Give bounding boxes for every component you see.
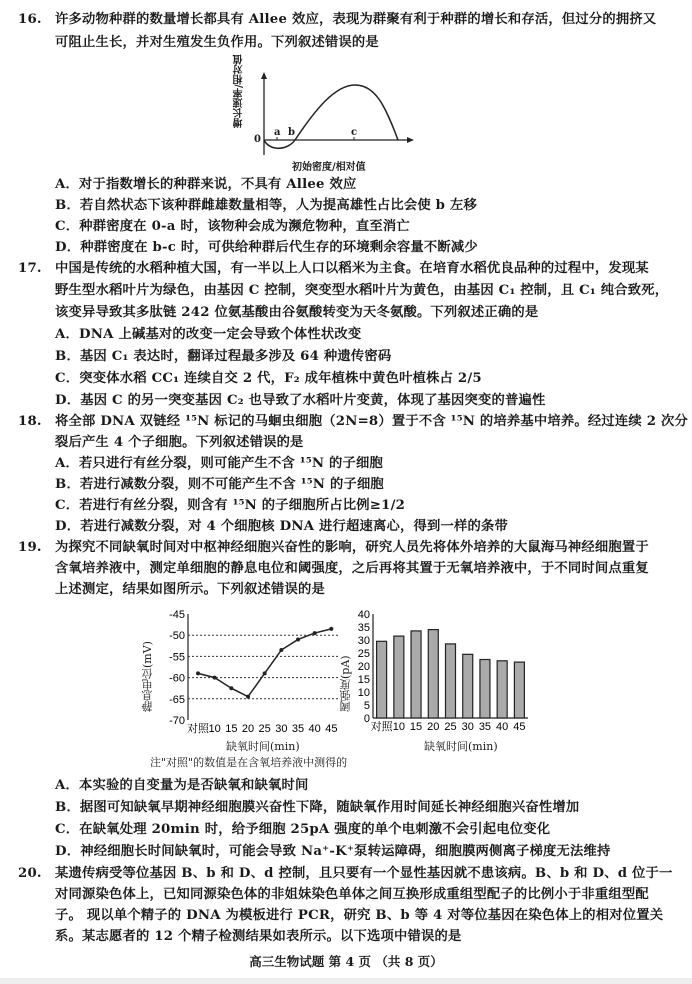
option-d: D．若进行减数分裂，对 4 个细胞核 DNA 进行超速离心，得到一样的条带 [55,519,509,534]
y-tick-label: 10 [357,687,370,699]
x-tick-label: 35 [291,723,305,735]
y-tick-label: -50 [169,630,185,643]
option-d: D．神经细胞长时间缺氧时，可能会导致 Na⁺-K⁺泵转运障碍，细胞膜两侧离子梯度无法维持 [55,844,611,859]
bar [463,654,473,718]
data-point [246,695,250,699]
question-number: 20. [18,866,42,881]
option-c: C．突变体水稻 CC₁ 连续自交 2 代，F₂ 成年植株中黄色叶植株占 2/5 [55,371,482,386]
y-tick-label: 0 [363,713,370,725]
question-stem-line: 野生型水稻叶片为绿色，由基因 C 控制，突变型水稻叶片为黄色，由基因 C₁ 控制，且 C₁ 纯合致死， [55,283,669,298]
question-stem-line: 对同源染色体上，已知同源染色体的非姐妹染色单体之间互换形成重组型配子的比例小于非重组型配 [55,887,649,902]
x-tick-label: 10 [208,723,221,735]
question-stem-line: 中国是传统的水稻种植大国，有一半以上人口以稻米为主食。在培育水稻优良品种的过程中，发现某 [55,261,649,276]
bar [428,630,438,718]
question-stem-line: 裂后产生 4 个子细胞。下列叙述错误的是 [55,435,304,450]
point-b-label: b [288,127,295,138]
question-number: 19. [18,540,42,555]
bar [514,662,524,718]
x-tick-label: 25 [444,721,457,733]
right-chart-y-label: 阈强度(pA) [339,655,352,712]
x-tick-label: 45 [513,721,526,733]
x-axis-label: 初始密度/相对值 [292,162,366,173]
option-c: C．种群密度在 0-a 时，该物种会成为濒危物种，直至消亡 [55,219,410,234]
growth-rate-curve [264,85,398,148]
data-point [313,631,317,635]
page-footer: 高三生物试题 第 4 页 （共 8 页） [249,954,443,969]
point-a-label: a [274,127,281,138]
x-tick-label: 对照 [370,721,393,733]
chart-note: 注"对照"的数值是在含氧培养液中测得的 [150,756,348,769]
y-tick-label: -45 [169,609,185,621]
question-stem-line: 可阻止生长，并对生殖发生负作用。下列叙述错误的是 [55,35,379,50]
y-tick-label: 40 [357,609,370,621]
bar [394,636,404,718]
x-tick-label: 25 [258,723,271,735]
option-b: B．基因 C₁ 表达时，翻译过程最多涉及 64 种遗传密码 [55,349,392,364]
x-tick-label: 30 [275,723,288,735]
y-tick-label: -60 [169,672,185,685]
right-chart-x-label: 缺氧时间(min) [424,740,498,753]
bar [411,631,421,718]
x-tick-label: 15 [225,723,238,735]
y-tick-label: 5 [363,700,370,712]
question-stem-line: 含氧培养液中，测定单细胞的静息电位和阈强度，之后再将其置于无氧培养液中，于不同时间点重复 [55,561,649,576]
option-d: D．基因 C 的另一突变基因 C₂ 也导致了水稻叶片变黄，体现了基因突变的普遍性 [55,393,546,408]
y-tick-label: 15 [357,674,370,686]
point-c-label: c [351,127,358,138]
option-b: B．若自然状态下该种群雌雄数量相等，人为提高雄性占比会使 b 左移 [55,198,478,213]
x-tick-label: 40 [308,723,321,735]
option-c: C．在缺氧处理 20min 时，给予细胞 25pA 强度的单个电刺激不会引起电位变化 [55,822,551,837]
x-tick-label: 40 [496,721,509,733]
y-tick-label: 30 [357,635,370,647]
resting-potential-line [198,629,331,697]
question-stem-line: 上述测定，结果如图所示。下列叙述错误的是 [55,582,325,597]
data-point [279,648,283,652]
left-chart-x-label: 缺氧时间(min) [226,740,300,753]
y-tick-label: 25 [357,648,370,660]
y-axis-arrow-icon [261,72,267,79]
data-point [229,686,233,690]
option-b: B．若进行减数分裂，则不可能产生不含 ¹⁵N 的子细胞 [55,477,384,492]
bar [480,660,490,719]
x-axis-arrow-icon [407,137,414,143]
question-number: 18. [18,414,42,429]
bar [377,641,387,718]
page-bottom-edge [0,978,692,984]
y-axis-label: 增长速率/相对值 [234,54,245,128]
option-b: B．据图可知缺氧早期神经细胞膜兴奋性下降，随缺氧作用时间延长神经细胞兴奋性增加 [55,800,580,815]
x-tick-label: 15 [409,721,423,733]
question-stem-line: 将全部 DNA 双链经 ¹⁵N 标记的马蛔虫细胞（2N=8）置于不含 ¹⁵N 的培养基中培养。经过连续 2 次分 [55,414,688,429]
data-point [196,671,200,675]
bar [446,644,456,718]
left-chart-y-label: 静息电位(mV) [141,641,154,712]
origin-label: 0 [254,134,261,145]
bar [497,661,507,718]
x-tick-label: 20 [241,723,255,735]
allee-effect-figure [230,54,430,175]
data-point [296,637,300,641]
option-a: A．DNA 上碱基对的改变一定会导致个体性状改变 [55,327,362,342]
question-stem-line: 子。 现以单个精子的 DNA 为模板进行 PCR，研究 B、b 等 4 对等位基因在染色体上的相对位置关 [55,908,664,923]
x-tick-label: 10 [392,721,405,733]
data-point [329,627,333,631]
option-c: C．若进行有丝分裂，则含有 ¹⁵N 的子细胞所占比例≥1/2 [55,498,406,513]
question-stem-line: 某遗传病受等位基因 B、b 和 D、d 控制，且只要有一个显性基因就不患该病。B、b 和 D、d 位于一 [55,866,673,881]
x-tick-label: 对照 [187,723,209,735]
question-number: 17. [18,261,42,276]
x-tick-label: 45 [325,723,338,735]
option-a: A．对于指数增长的种群来说，不具有 Allee 效应 [55,177,357,192]
x-tick-label: 20 [427,721,440,733]
x-tick-label: 35 [478,721,492,733]
data-point [213,676,217,680]
question-stem-line: 许多动物种群的数量增长都具有 Allee 效应，表现为群聚有利于种群的增长和存活，但过分的拥挤又 [55,12,657,27]
question-stem-line: 该变异导致其多肽链 242 位氨基酸由谷氨酸转变为天冬氨酸。下列叙述正确的是 [55,305,539,320]
x-tick-label: 30 [461,721,474,733]
question-number: 16. [18,12,42,27]
y-tick-label: -70 [169,715,185,727]
option-a: A．本实验的自变量为是否缺氧和缺氧时间 [55,778,309,793]
option-d: D．种群密度在 b-c 时，可供给种群后代生存的环境剩余容量不断减少 [55,240,478,255]
y-tick-label: 35 [357,622,370,634]
question-stem-line: 为探究不同缺氧时间对中枢神经细胞兴奋性的影响，研究人员先将体外培养的大鼠海马神经细胞置于 [55,540,649,555]
question-stem-line: 系。某志愿者的 12 个精子检测结果如表所示。以下选项中错误的是 [55,929,462,944]
data-point [263,671,267,675]
option-a: A．若只进行有丝分裂，则可能产生不含 ¹⁵N 的子细胞 [55,456,384,471]
y-tick-label: -55 [169,651,185,664]
y-tick-label: -65 [169,693,185,706]
y-tick-label: 20 [357,661,370,673]
